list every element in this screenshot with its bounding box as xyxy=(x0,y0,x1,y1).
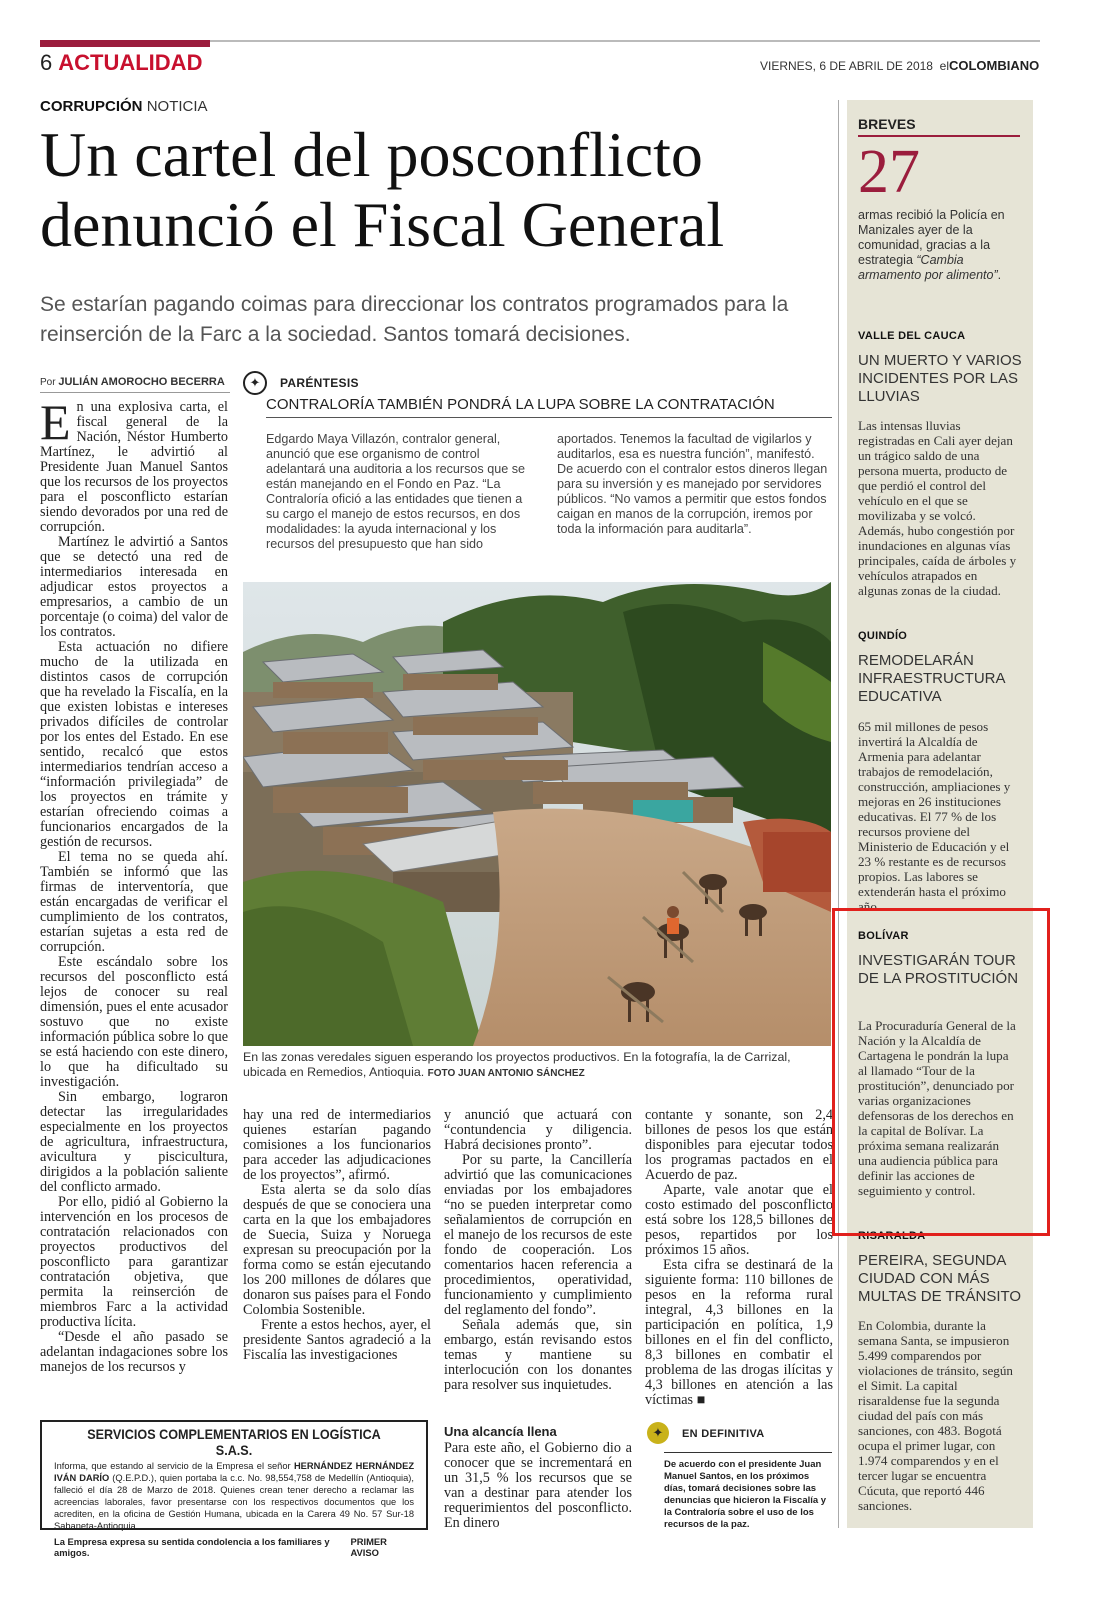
section-header xyxy=(40,50,202,76)
brief-headline: PEREIRA, SEGUNDA CIUDAD CON MÁS MULTAS DE TRÁNSITO xyxy=(858,1252,1022,1305)
kicker-topic: CORRUPCIÓN xyxy=(40,98,143,115)
article-kicker xyxy=(40,98,208,115)
paragraph: Esta actuación no difiere mucho de la utilizada en distintos casos de corrupción que ha revelado la Fiscalía, en la que existen lobistas e intereses privados difíciles de controlar por los entes del Estado. En ese sentido, recalcó que estos intermediarios tendrían acceso a “información privilegiada” de los proyectos en trámite y estarían ofreciendo coimas a funcionarios encargados de la gestión de recursos. xyxy=(40,639,228,850)
paragraph: El tema no se queda ahí. También se informó que las firmas de interventoría, que están encargadas de verificar el cumplimiento de los contratos, estarían sujetas a esta red de corrupción. xyxy=(40,849,228,955)
brief-headline: INVESTIGARÁN TOUR DE LA PROSTITUCIÓN xyxy=(858,952,1019,987)
stat-text: armas recibió la Policía en Manizales ayer de la comunidad, gracias a la estrategia “Cambia armamento por alimento”. xyxy=(858,208,1005,282)
parentesis-column-2: aportados. Tenemos la facultad de vigilarlos y auditarlos, esa es nuestra función”, manifestó. De acuerdo con el contralor estos dineros llegan para su inversión y es manejado por servidores públicos. “No vamos a permitir que estos fondos caigan en manos de la corrupción, iremos por toda la información para auditarla”. xyxy=(557,432,828,536)
drop-cap: E xyxy=(40,400,71,450)
issue-date: VIERNES, 6 DE ABRIL DE 2018 xyxy=(760,59,933,73)
magnifier-icon: ✦ xyxy=(243,371,267,395)
paragraph: Sin embargo, lograron detectar las irregularidades especialmente en los proyectos de agricultura, infraestructura, avicultura y piscicultura, dirigidos a la población saliente del conflicto armado. xyxy=(40,1089,228,1195)
headline-line-1: Un cartel del posconflicto xyxy=(40,119,703,190)
article-column-3 xyxy=(444,1108,632,1408)
dateline xyxy=(760,58,1039,73)
paragraph: Aparte, vale anotar que el costo estimado del posconflicto está sobre los 128,5 billones de pesos, repartidos por los próximos 15 años. xyxy=(645,1182,833,1258)
brief-text: En Colombia, durante la semana Santa, se impusieron 5.499 comparendos por violaciones de tránsito, según el Simit. La capital risaraldense fue la segunda ciudad del país con más sanciones, con 483. Bogotá ocupa el primer lugar, con 1.974 comparendos y en el tercer lugar se encuentra Cúcuta, que reportó 446 sanciones. xyxy=(858,1318,1013,1513)
kicker-type: NOTICIA xyxy=(146,98,208,115)
stat-quote: “Cambia armamento por alimento” xyxy=(858,253,998,282)
article-deck: Se estarían pagando coimas para direccionar los contratos programados para la reinserción de la Farc a la sociedad. Santos tomará decisiones. xyxy=(40,293,789,346)
paper-name: COLOMBIANO xyxy=(948,58,1040,73)
brief-text: La Procuraduría General de la Nación y la Alcaldía de Cartagena le pondrán la lupa al llamado “Tour de la prostitución”, denunciado por varias organizaciones defensoras de los derechos en la capital de Bolívar. La próxima semana realizarán una audiencia pública para definir las acciones de seguimiento y control. xyxy=(858,1018,1016,1198)
brief-text: Las intensas lluvias registradas en Cali ayer dejan un trágico saldo de una persona muerta, producto de que perdió el control del vehículo en el que se movilizaba y se volcó. Además, hubo congestión por inundaciones en algunas vías principales, caída de árboles y vehículos atrapados en algunas zonas de la ciudad. xyxy=(858,418,1017,598)
paragraph: En una explosiva carta, el fiscal general de la Nación, Néstor Humberto Martínez, le advirtió al Presidente Juan Manuel Santos que los recursos de los proyectos para el posconflicto estarían siendo devorados por una red de corrupción. xyxy=(40,400,228,535)
brief-headline: UN MUERTO Y VARIOS INCIDENTES POR LAS LLUVIAS xyxy=(858,352,1022,405)
brief-region: QUINDÍO xyxy=(858,630,908,642)
village-photo-illustration xyxy=(243,582,831,1046)
parentesis-label: PARÉNTESIS xyxy=(280,376,359,390)
photo-caption xyxy=(243,1050,833,1081)
ad-footer xyxy=(54,1536,414,1558)
paragraph: “Desde el año pasado se adelantan indagaciones sobre los manejos de los recursos y xyxy=(40,1329,228,1375)
parentesis-title: CONTRALORÍA TAMBIÉN PONDRÁ LA LUPA SOBRE LA CONTRATACIÓN xyxy=(266,396,832,418)
brief-headline: REMODELARÁN INFRAESTRUCTURA EDUCATIVA xyxy=(858,652,1005,705)
byline-prefix: Por xyxy=(40,377,56,388)
byline-author: JULIÁN AMOROCHO BECERRA xyxy=(58,376,225,388)
article-headline xyxy=(40,120,840,260)
paragraph: Esta cifra se destinará de la siguiente forma: 110 billones de pesos en la reforma rural integral, 4,3 billones en la participación en política, 1,9 billones en el fin del conflicto, 8,3 billones en combatir el problema de las drogas ilícitas y 4,3 billones en atención a las víctimas ■ xyxy=(645,1257,833,1408)
photo-credit: FOTO JUAN ANTONIO SÁNCHEZ xyxy=(427,1068,585,1079)
highlight-box xyxy=(832,908,1050,1236)
en-definitiva-label: EN DEFINITIVA xyxy=(682,1428,765,1440)
paragraph: Esta alerta se da solo días después de que se conociera una carta en la que los embajadores de Suecia, Suiza y Noruega expresan su preocupación por la forma como se están ejecutando los 200 millones de dólares que donaron sus países para el Fondo Colombia Sostenible. xyxy=(243,1182,431,1318)
paragraph: hay una red de intermediarios quienes estarían pagando comisiones a los funcionarios para acceder las adjudicaciones de los proyectos”, afirmó. xyxy=(243,1108,431,1183)
paragraph: Frente a estos hechos, ayer, el presidente Santos agradeció a la Fiscalía las investigaciones xyxy=(243,1317,431,1363)
brief-text: 65 mil millones de pesos invertirá la Alcaldía de Armenia para adelantar trabajos de remodelación, construcción, ampliaciones y mejoras en 26 instituciones educativas. El 77 % de los recursos proviene del Ministerio de Educación y el 23 % restante es de recursos propios. Las labores se extenderán hasta el próximo año. xyxy=(858,719,1011,914)
paragraph: y anunció que actuará con “contundencia y diligencia. Habrá decisiones pronto”. xyxy=(444,1108,632,1153)
brief-region: VALLE DEL CAUCA xyxy=(858,330,966,342)
ad-condolence: La Empresa expresa su sentida condolencia a los familiares y amigos. xyxy=(54,1536,330,1558)
section-name: ACTUALIDAD xyxy=(58,50,203,75)
obituary-ad xyxy=(40,1420,428,1558)
ad-title: SERVICIOS COMPLEMENTARIOS EN LOGÍSTICA S.A.S. xyxy=(87,1426,381,1458)
sidebar-title: BREVES xyxy=(858,116,916,132)
paragraph: Por su parte, la Cancillería advirtió que las comunicaciones enviadas por los embajadores “no se pueden interpretar como señalamientos de corrupción en el manejo de los recursos de este fondo de cooperación. Los comentarios hacen referencia a procedimientos, operatividad, funcionamiento y cumplimiento del reglamento del fondo”. xyxy=(444,1152,632,1318)
ad-text: Informa, que estando al servicio de la Empresa el señor HERNÁNDEZ HERNÁNDEZ IVÁN DARÍO (Q.E.P.D.), quien portaba la c.c. No. 98,554,758 de Medellín (Antioquia), falleció el día 28 de Marzo de 2018. Quienes crean tener derecho a reclamar las acreencias laborales, favor presentarse con los respectivos documentos que los acrediten, en la oficina de Gestión Humana, ubicada en la Carera 49 No. 57 Sur-18 Sabaneta-Antioquia xyxy=(54,1461,415,1531)
alcancia-heading: Una alcancía llena xyxy=(444,1424,557,1439)
star-icon: ✦ xyxy=(647,1422,669,1444)
article-column-2 xyxy=(243,1108,431,1408)
sidebar-title-rule xyxy=(858,135,1020,137)
brief-region: BOLÍVAR xyxy=(858,930,909,942)
brief-region: RISARALDA xyxy=(858,1230,926,1242)
paragraph: Este escándalo sobre los recursos del posconflicto está lejos de conocer su real dimensión, pues el ente acusador sostuvo que no existe información pública sobre lo que se está haciendo con este dinero, lo que ha dificultado su investigación. xyxy=(40,954,228,1090)
parentesis-column-1: Edgardo Maya Villazón, contralor general, anunció que ese organismo de control adelantará una auditoria a los recursos que se están manejando en el Fondo en Paz. “La Contraloría ofició a las entidades que tienen a su cargo el manejo de estos recursos, en dos modalidades: la ayuda internacional y los recursos del presupuesto que han sido xyxy=(266,432,526,551)
headline-line-2: denunció el Fiscal General xyxy=(40,189,725,260)
en-definitiva-text: De acuerdo con el presidente Juan Manuel Santos, en los próximos días, tomará decisiones sobre las denuncias que hicieron la Fiscalía y la Contraloría sobre el uso de los recursos de la paz. xyxy=(664,1452,832,1531)
paper-name-prefix: el xyxy=(939,59,949,73)
ad-notice: PRIMER AVISO xyxy=(350,1536,387,1558)
stat-number: 27 xyxy=(858,138,920,206)
paragraph: Martínez le advirtió a Santos que se detectó una red de intermediarios interesada en adjudicar estos proyectos a empresarios, a cambio de un porcentaje (o coima) del valor de los contratos. xyxy=(40,534,228,640)
sidebar-divider xyxy=(838,100,839,1528)
alcancia-text: Para este año, el Gobierno dio a conocer que se incrementará en un 31,5 % los recursos que se van a destinar para atender los requerimientos del posconflicto. En dinero xyxy=(444,1440,632,1531)
caption-text: En las zonas veredales siguen esperando los proyectos productivos. En la fotografía, la de Carrizal, ubicada en Remedios, Antioquia. xyxy=(243,1050,791,1079)
paragraph: Señala además que, sin embargo, están revisando estos temas y mantiene su interlocución con los donantes para resolver sus inquietudes. xyxy=(444,1317,632,1393)
paragraph: Por ello, pidió al Gobierno la intervención en los procesos de contratación relacionados con proyectos productivos del posconflicto para garantizar contratación objetiva, que permita la reinserción de miembros Farc a la actividad productiva lícita. xyxy=(40,1194,228,1330)
byline xyxy=(40,376,230,393)
ad-name: HERNÁNDEZ HERNÁNDEZ IVÁN DARÍO xyxy=(54,1461,415,1483)
article-column-4 xyxy=(645,1108,833,1408)
page-number: 6 xyxy=(40,50,53,75)
article-photo xyxy=(243,582,831,1046)
article-column-1 xyxy=(40,400,228,1385)
paragraph: contante y sonante, son 2,4 billones de pesos los que están disponibles para ejecutar todos los programas pactados en el Acuerdo de paz. xyxy=(645,1108,833,1183)
section-color-bar xyxy=(40,40,210,47)
